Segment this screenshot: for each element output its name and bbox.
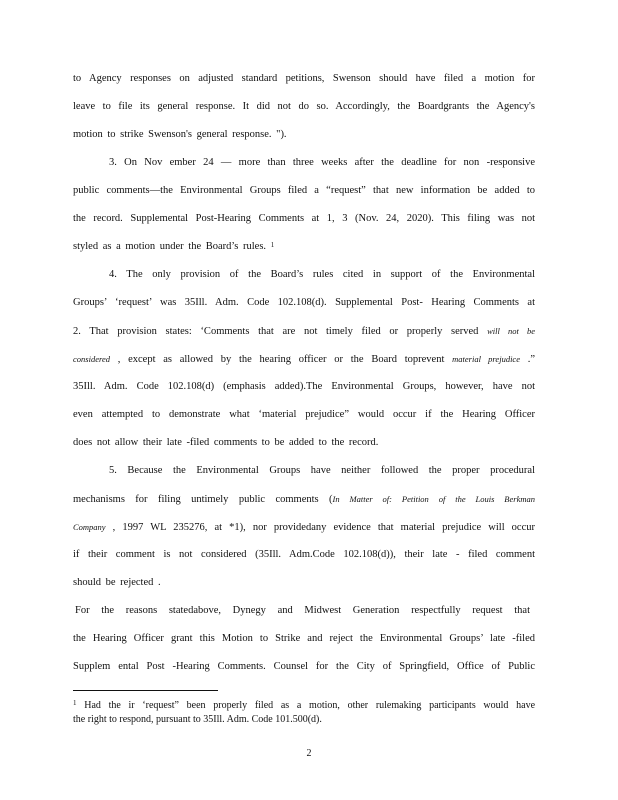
body-line [73, 240, 535, 254]
footnote-line [73, 699, 535, 712]
footnote-text: Had the ir ‘request” been properly filed as a motion, other rulemaking participants would have [84, 700, 536, 711]
paragraph-4-start: 4. The only provision of the Board’s rules cited in support of the Environmental [109, 269, 535, 280]
body-line: public comments—the Environmental Groups filed a “request” that new information be added to [73, 185, 535, 196]
emphasis-text: will not be [487, 326, 536, 336]
body-line [73, 492, 535, 507]
body-text: mechanisms for filing untimely public comments ( [73, 494, 333, 505]
body-line: motion to strike Swenson's general response. "). [73, 129, 287, 140]
body-text: .” [527, 354, 536, 365]
footnote-reference: 1 [270, 241, 275, 249]
body-line [73, 352, 535, 367]
footnote-divider [73, 690, 218, 691]
body-text: 2. That provision states: ‘Comments that are not timely filed or properly served [73, 326, 479, 337]
body-line: the Hearing Officer grant this Motion to Strike and reject the Environmental Groups’ late -filed [73, 633, 535, 644]
closing-paragraph-start: For the reasons statedabove, Dynegy and Midwest Generation respectfully request that [75, 605, 530, 616]
body-line: Groups’ ‘request’ was 35Ill. Adm. Code 102.108(d). Supplemental Post- Hearing Comments at [73, 297, 535, 308]
body-line: 35Ill. Adm. Code 102.108(d) (emphasis added).The Environmental Groups, however, have not [73, 381, 535, 392]
body-line [73, 324, 535, 339]
body-line: the record. Supplemental Post-Hearing Comments at 1, 3 (Nov. 24, 2020). This filing was not [73, 213, 535, 224]
body-line: does not allow their late -filed comments to be added to the record. [73, 437, 379, 448]
paragraph-3-start: 3. On Nov ember 24 — more than three weeks after the deadline for non -responsive [109, 157, 535, 168]
paragraph-5-start: 5. Because the Environmental Groups have neither followed the proper procedural [109, 465, 535, 476]
body-text: , except as allowed by the hearing officer or the Board toprevent [117, 354, 445, 365]
footnote-marker: 1 [73, 699, 77, 707]
case-citation: Company [73, 522, 106, 532]
body-line: if their comment is not considered (35Ill. Adm.Code 102.108(d)), their late - filed comment [73, 549, 535, 560]
body-text: , 1997 WL 235276, at *1), nor providedany evidence that material prejudice will occur [112, 522, 535, 533]
emphasis-text: material prejudice [452, 354, 520, 364]
case-citation: In Matter of: Petition of the Louis Berkman [332, 494, 535, 504]
page-number: 2 [306, 748, 312, 759]
body-line: leave to file its general response. It did not do so. Accordingly, the Boardgrants the Agency's [73, 101, 535, 112]
body-line: to Agency responses on adjusted standard petitions, Swenson should have filed a motion for [73, 73, 535, 84]
body-line: even attempted to demonstrate what ‘material prejudice” would occur if the Hearing Officer [73, 409, 535, 420]
body-line: should be rejected . [73, 577, 161, 588]
body-text: styled as a motion under the Board’s rules. [73, 241, 267, 252]
body-line: Supplem ental Post -Hearing Comments. Counsel for the City of Springfield, Office of Public [73, 661, 535, 672]
body-line [73, 520, 535, 535]
emphasis-text: considered [73, 354, 110, 364]
footnote-line: the right to respond, pursuant to 35Ill. Adm. Code 101.500(d). [73, 714, 322, 725]
